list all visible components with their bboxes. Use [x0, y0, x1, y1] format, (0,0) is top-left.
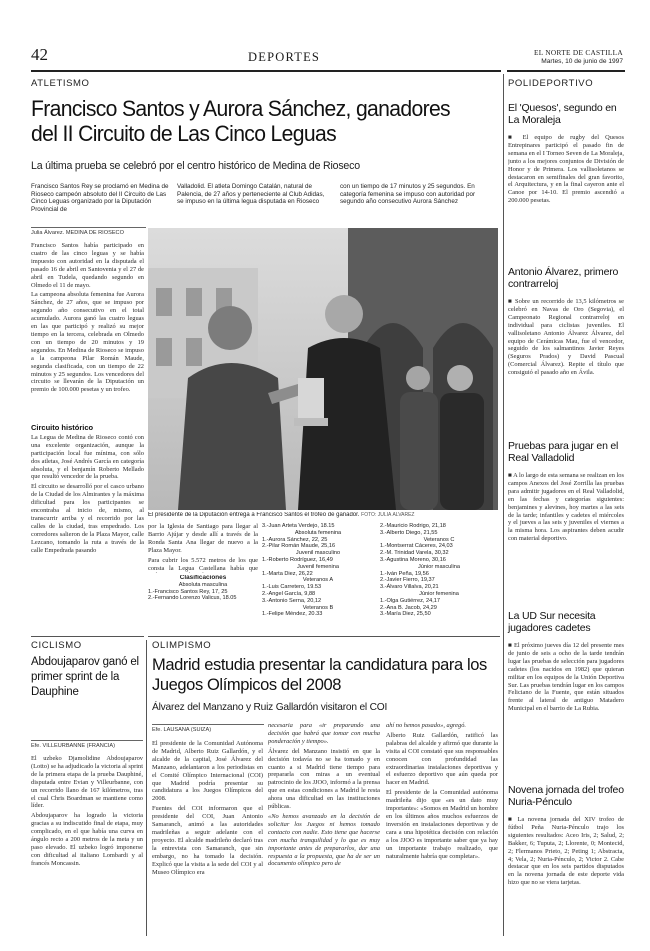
paragraph: La campeona absoluta femenina fue Aurora Sánchez, de 27 años, que se impuso por segundo año consecutivo en el total acumulado. Aurora ganó las cuatro leguas en las que participó y realizó su mejor tiempo en la tercera, celebrada en Olmedo con un tiempo de 20 minutos y 19 segundos. En Medina de Rioseco se impuso a la campeona Pilar Román Maude, segunda clasificada, con un tiempo de 22 minutos y 25 segundos. Los vencedores del circuito se llevarán de la Diputación un premio de 100.000 pesetas y un trofeo. [31, 291, 144, 394]
paragraph: Francisco Santos había participado en cuatro de las cinco leguas y se había impuesto con autoridad en la disputada el pasado 16 de abril en Santovenia y el 27 de abril en Tudela, quedando segundo en Olmedo el 11 de mayo. [31, 242, 144, 289]
bullet-icon: ■ [508, 298, 516, 305]
sidebar-divider [503, 74, 504, 936]
main-col1-top [31, 242, 144, 418]
sidebar-text-5-content: La novena jornada del XIV trofeo de fútbol Peña Nuria-Pénculo trajo los siguientes resultados: Aceo Iris, 2; Salud, 2; Bakker, 6; Tuputa, 2; Llorente, 0; Montecid, 2; Flermanos Prieto, 2; Peting 1; Abstracta, 4; Vela, 2; Nuria-Pénculo, 2; Victor 2. Cabe destacar que en los seis partidos disputados en la novena jornada de este deporte vida hizo que no se viera tarjetas. [508, 816, 624, 887]
paragraph: El presidente de la Comunidad autónoma madrileña dijo que «es un dato muy importante»: «Somos en Madrid un hombre en los últimos años muchos esfuerzos de inversión en instalaciones deportivas y de cara a una hipotética decisión con relación a los JJOO es importante saber que ya hay un importante trabajo realizado, que naturalmente habría que completar». [386, 789, 498, 860]
results-entry: 2.-Mauricio Rodrigo, 21,18 [380, 523, 446, 529]
sidebar-text-4 [508, 642, 624, 775]
sidebar-text-1 [508, 134, 624, 259]
sidebar-text-3 [508, 472, 624, 600]
paragraph: «No hemos avanzado en la decisión de solicitar los Juegos ni hemos tomado contacto con nadie. Esto tiene que hacerse con mucha tranquilidad y lo que es muy importante antes de prepararlos, dar una respuesta a la propuesta, que ha de ser un documento olímpico pero de [268, 812, 380, 868]
results-col-3 [380, 523, 498, 635]
results-entry: 1.-Montserrat Cáceres, 24,03 [380, 543, 453, 550]
olympic-col2 [268, 722, 380, 935]
sidebar-headline-3: Pruebas para jugar en el Real Valladolid [508, 440, 619, 464]
results-category: Absoluta femenina [294, 529, 342, 536]
results-title: Clasificaciones [179, 575, 227, 581]
results-category: Juvenil femenina [297, 563, 339, 570]
results-entry: 1.-Roberto Rodríguez, 16,49 [262, 556, 333, 563]
sidebar-headline-1: El 'Quesos', segundo en La Moraleja [508, 102, 617, 126]
photo-caption-text: El presidente de la Diputación entrega a Francisco Santos el trofeo de ganador. [148, 512, 360, 518]
sidebar-headline-5: Novena jornada del trofeo Nuria-Pénculo [508, 784, 624, 808]
paragraph: El uzbeko Djamolidine Abdoujaparov (Lotto) se ha adjudicado la victoria al sprint de la primera etapa de la prueba Dauphiné, disputada entre Evian y Villeurbanne, con un recorrido llano de 167 kilómetros, tras el cual Chris Boardman se mantiene como líder. [31, 755, 143, 810]
bullet-icon: ■ [508, 134, 523, 141]
sidebar-header-rule [507, 70, 625, 72]
sidebar-text-5 [508, 816, 624, 936]
paragraph: Fuentes del COI informaron que el presidente del COI, Juan Antonio Samaranch, animó a las autoridades madrileñas a seguir adelante con el proyecto. El alcalde madrileño declaró tras la entrevista con Samaranch, que sin embargo, no ha tomado la decisión. Explicó que la visita a la sede del COI y al Museo Olímpico era [152, 805, 263, 876]
cycling-top-rule [31, 636, 144, 637]
paragraph: El presidente de la Comunidad Autónoma de Madrid, Alberto Ruiz Gallardón, y el alcalde de la capital, José Álvarez del Manzano, adelantaron a los periodistas en el Comité Olímpico Internacional (COI) que Madrid podría presentar su candidatura a los Juegos Olímpicos del 2008. [152, 740, 263, 803]
sidebar-text-2 [508, 298, 624, 431]
lower-column-divider [146, 640, 147, 936]
cycling-byline-rule [31, 740, 143, 741]
cycling-body [31, 755, 143, 935]
byline-rule [31, 227, 146, 228]
results-entry: 1.-Luis Carretero, 19.53 [262, 584, 322, 591]
results-category: Veteranos B [302, 604, 334, 611]
paragraph: La Legua de Medina de Rioseco contó con una excelente organización, aunque la participación local fue mínima, con sólo dos atletas, José Andrés García en categoría absoluta, y el benjamín Roberto Mellado que resultó vencedor de la prueba. [31, 433, 144, 481]
section-label-olympic: OLIMPISMO [152, 640, 212, 651]
paragraph [508, 134, 624, 205]
results-entry: 1.-Felipe Méndez, 20.33 [262, 611, 323, 618]
results-entry: 2.-Angel García, 9,88 [262, 590, 316, 597]
circuit-subhead: Circuito histórico [31, 423, 94, 432]
results-category: Júnior femenina [419, 590, 459, 597]
header-rule [31, 70, 501, 72]
results-entry: 1.-Francisco Santos Rey, 17, 25 [148, 588, 228, 595]
results-category: Absoluta masculina [178, 581, 228, 588]
paragraph [508, 816, 624, 887]
results-entry: 3.-Antonio Serna, 20,12 [262, 597, 322, 604]
photo-caption [148, 512, 500, 518]
results-entry: 2.-Pilar Román Maude, 25,16 [262, 543, 336, 550]
page-number: 42 [31, 45, 48, 64]
olympic-byline-rule [152, 724, 264, 725]
bullet-icon: ■ [508, 816, 518, 823]
results-entry: 1.-Aurora Sánchez, 22, 25 [262, 536, 328, 543]
paragraph: por la Iglesia de Santiago para llegar al Barrio Ajújar y desde allí a través de la Ronda Santa Ana llegar de nuevo a la Plaza Mayor. [148, 523, 258, 554]
results-entry: 1.-Marta Diez, 26,22 [262, 570, 313, 577]
photo-credit: FOTO: JULIA ÁLVAREZ [361, 512, 415, 518]
cycling-headline: Abdoujaparov ganó el primer sprint de la Dauphine [31, 656, 139, 698]
lead-col-3: con un tiempo de 17 minutos y 25 segundos. En categoría femenina se impuso con autoridad por segundo año consecutivo Aurora Sánchez [340, 183, 476, 206]
results-entry: 3.-María Diez, 25,50 [380, 611, 431, 618]
results-entry: 3.-Alberto Diego, 21,55 [380, 529, 438, 536]
olympic-headline: Madrid estudia presentar la candidatura para los Juegos Olímpicos del 2008 [152, 656, 487, 694]
results-entry: 3.-Agustina Moreno, 30,16 [380, 556, 446, 563]
paragraph: Álvarez del Manzano insistió en que la decisión todavía no se ha tomado y en cuanto a si Madrid tiene tiempo para prepararla con miras a un eventual patrocinio de los JJOO, informó a la prensa que en estas condiciones a Madrid le resta ahora una dificultad en las instituciones públicas. [268, 747, 380, 811]
paragraph: Alberto Ruiz Gallardón, ratificó las palabras del alcalde y afirmó que durante la visita al COI constató que sus responsables conocen con profundidad las extraordinarias instalaciones deportivas y el esfuerzo deportivo que aún queda por hacer en Madrid. [386, 731, 498, 787]
results-category: Juvenil masculino [295, 550, 341, 557]
paragraph: Para cubrir los 5.572 metros de los que consta la Legua Castellana había que [148, 556, 258, 572]
main-byline: Julia Álvarez. MEDINA DE RIOSECO [31, 230, 124, 236]
sidebar-text-3-content: A lo largo de esta semana se realizan en los campos Anexos del José Zorrilla las pruebas para admitir jugadores en el Real Valladolid, en las fechas y categorías siguientes: benjamines y alevines, hoy martes a las seis de la tarde; infantiles y cadetes el miércoles y el jueves a las seis y juveniles el viernes a la misma hora. Los aspirantes deben acudir con material deportivo. [508, 472, 624, 543]
results-entry: 2.-M. Trinidad Varela, 30,32 [380, 550, 449, 557]
results-col-2 [262, 523, 374, 635]
sidebar-headline-4: La UD Sur necesita jugadores cadetes [508, 610, 596, 634]
results-entry: 3.-Juan Arteta Verdejo, 18.15 [262, 523, 335, 529]
results-category: Veteranos A [302, 577, 334, 584]
olympic-subhead: Álvarez del Manzano y Ruiz Gallardón visitaron el COI [152, 702, 388, 713]
main-subhead: La última prueba se celebró por el centro histórico de Medina de Rioseco [31, 160, 360, 172]
paragraph: El circuito se desarrolló por el casco urbano de la Ciudad de los Almirantes y la máxima dificultad para los participantes se encontraba al inicio de, mismo, al transcurrir arriba y el recorrido por las calles de la ciudad, tras empedrado. Los corredores salieron de la Plaza Mayor, calle Lezcano, tomando la ruta a través de la calle Empedrada pasando [31, 483, 144, 554]
section-label-athletics: ATLETISMO [31, 78, 90, 89]
results-entry: 2.-Ana B. Jacob, 24,29 [380, 604, 437, 611]
cycling-byline: Efe. VILLEURBANNE (FRANCIA) [31, 743, 115, 749]
paragraph [508, 642, 624, 713]
newspaper-name: EL NORTE DE CASTILLA [534, 48, 623, 57]
results-entry: 1.-Olga Gutiérrez, 24,17 [380, 597, 441, 604]
paragraph [508, 472, 624, 543]
section-label-sidebar: POLIDEPORTIVO [508, 78, 594, 89]
bullet-icon: ■ [508, 472, 514, 479]
paragraph [508, 298, 624, 377]
results-category: Veteranos C [423, 536, 455, 543]
olympic-col3 [386, 722, 498, 935]
results-col-1 [148, 575, 258, 635]
award-photo-scene [148, 228, 498, 510]
results-entry: 3.-Álvaro Villalva, 20,21 [380, 584, 439, 591]
sidebar-headline-2: Antonio Álvarez, primero contrarreloj [508, 266, 619, 290]
section-label-cycling: CICLISMO [31, 640, 82, 651]
sidebar-text-2-content: Sobre un recorrido de 13,5 kilómetros se celebró en Navas de Oro (Segovia), el Campeonato Regional contrarreloj en individual para ciclistas juveniles. El vallisoletano Antonio Álvarez Álvarez, del equipo de Cerámicas Mau, fue el vencedor, seguido de los salmantinos Javier Reyes (Seguros Prados) y David Pascual (Comercial Álvarez). Repite el título que consiguió el pasado año en Ávila. [508, 298, 624, 377]
results-entry: 1.-Iván Peña, 19,56 [380, 570, 429, 577]
olympic-top-rule [148, 636, 500, 637]
lead-col-1: Francisco Santos Rey se proclamó en Medina de Rioseco campeón absoluto del II Circuito de Las Cinco Leguas organizado por la Diputación Provincial de [31, 183, 169, 213]
section-title: DEPORTES [248, 50, 321, 64]
main-headline: Francisco Santos y Aurora Sánchez, ganadores del II Circuito de Las Cinco Leguas [31, 96, 450, 146]
sidebar-text-1-content: El equipo de rugby del Quesos Entrepinares participó el pasado fin de semana en el I Torneo Seven de La Moraleja, junto a los mejores conjuntos de División de Honor y de Primera. Los vallisoletanos se destacaron en semifinales del gran favorito, el Arquitectura, y en la final cayeron ante el Canoe por 14-10. El premio ascendió a 200.000 pesetas. [508, 134, 624, 205]
main-col2-text [148, 523, 258, 573]
paragraph: necesaria para «ir preparando una decisión que habrá que tomar con mucha ponderación y tiempo». [268, 722, 380, 745]
olympic-byline: Efe. LAUSANA (SUIZA) [152, 727, 212, 733]
olympic-col1 [152, 740, 263, 935]
lead-col-2: Valladolid. El atleta Domingo Catalán, natural de Palencia, de 27 años y perteneciente al Club Adidas, se impuso en la última legua disputada en Rioseco [177, 183, 325, 206]
results-entry: 2.-Javier Fierro, 19,37 [380, 577, 435, 584]
bullet-icon: ■ [508, 642, 514, 649]
issue-date: Martes, 10 de junio de 1997 [541, 58, 623, 65]
paragraph: Abdoujaparov ha logrado la victoria gracias a su indiscutido final de etapa, muy complicado, en el que había una curva en ángulo recto a 200 metros de la meta y un paso elevado. El uzbeko logró imponerse con dificultad al italiano Lombardi y al francés Moncassin. [31, 812, 143, 867]
sidebar-text-4-content: El próximo jueves día 12 del presente mes de junio de seis a ocho de la tarde tendrán lugar las pruebas de selección para jugadores cadetes (los nacidos en 1982) que quieran militar en los equipos de la Unión Deportiva Sur. Las pruebas tendrán lugar en los campos Feliciano de la Fuente, que están situados frente al lateral de antiguo Matadero Municipal en el barrio de La Rubia. [508, 642, 624, 713]
award-photo [148, 228, 498, 510]
results-entry: 2.-Fernando Lorenzo Valicus, 18.05 [148, 595, 237, 602]
results-category: Júnior masculina [418, 563, 460, 570]
paragraph: ahí no hemos pasado», agregó. [386, 722, 466, 729]
